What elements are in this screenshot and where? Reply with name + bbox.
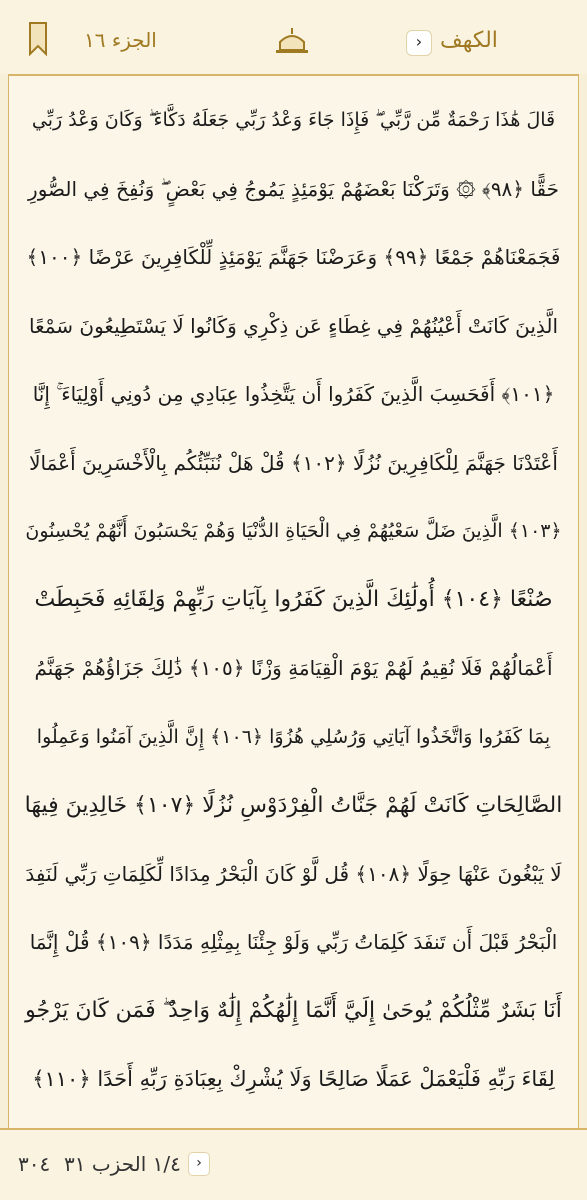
text-line: ﴿١٠١﴾ أَفَحَسِبَ الَّذِينَ كَفَرُوا أَن يَتَّخِذُوا عِبَادِي مِن دُونِي أَوْلِيَاءَ ۚ إِنَّا: [32, 382, 555, 407]
text-line: صُنْعًا ﴿١٠٤﴾ أُولَٰئِكَ الَّذِينَ كَفَرُوا بِآيَاتِ رَبِّهِمْ وَلِقَائِهِ فَحَبِطَتْ: [34, 587, 553, 613]
text-line: حَقًّا ﴿٩٨﴾ ۞ وَتَرَكْنَا بَعْضَهُمْ يَوْمَئِذٍ يَمُوجُ فِي بَعْضٍ ۖ وَنُفِخَ فِي الصُّورِ: [28, 176, 559, 201]
text-line: أَنَا بَشَرٌ مِّثْلُكُمْ يُوحَىٰ إِلَيَّ أَنَّمَا إِلَٰهُكُمْ إِلَٰهٌ وَاحِدٌ ۖ فَمَن كَانَ يَرْجُو: [25, 998, 562, 1024]
page-border-left: [0, 74, 9, 1130]
page-header: [0, 22, 587, 66]
text-line: ﴿١٠٣﴾ الَّذِينَ ضَلَّ سَعْيُهُمْ فِي الْحَيَاةِ الدُّنْيَا وَهُمْ يَحْسَبُونَ أَنَّهُمْ يُحْسِنُونَ: [25, 520, 562, 543]
hizb-label[interactable]: ١/٤ الحزب ٣١: [64, 1152, 181, 1176]
text-line: لِقَاءَ رَبِّهِ فَلْيَعْمَلْ عَمَلًا صَالِحًا وَلَا يُشْرِكْ بِعِبَادَةِ رَبِّهِ أَحَدًا ﴿١١٠﴾: [32, 1067, 555, 1092]
footer-chevron-icon[interactable]: ›: [188, 1152, 210, 1176]
text-line: الصَّالِحَاتِ كَانَتْ لَهُمْ جَنَّاتُ الْفِرْدَوْسِ نُزُلًا ﴿١٠٧﴾ خَالِدِينَ فِيهَا: [24, 792, 563, 818]
text-line: الَّذِينَ كَانَتْ أَعْيُنُهُمْ فِي غِطَاءٍ عَن ذِكْرِي وَكَانُوا لَا يَسْتَطِيعُونَ سَمْعًا: [28, 313, 559, 338]
back-chevron-icon[interactable]: ›: [406, 30, 432, 56]
mosque-icon[interactable]: [272, 26, 312, 54]
juz-label[interactable]: الجزء ١٦: [84, 28, 157, 52]
page-number: ٣٠٤: [18, 1152, 51, 1176]
quran-page-text: [22, 86, 565, 1114]
surah-name[interactable]: الكهف: [440, 28, 498, 53]
text-line: الْبَحْرُ قَبْلَ أَن تَنفَدَ كَلِمَاتُ رَبِّي وَلَوْ جِئْنَا بِمِثْلِهِ مَدَدًا ﴿١٠٩﴾ قُلْ إِنَّمَا: [29, 930, 558, 955]
page-border-right: [578, 74, 587, 1130]
text-line: فَجَمَعْنَاهُمْ جَمْعًا ﴿٩٩﴾ وَعَرَضْنَا جَهَنَّمَ يَوْمَئِذٍ لِّلْكَافِرِينَ عَرْضًا ﴿١٠٠﴾: [26, 245, 561, 270]
bookmark-icon[interactable]: [28, 22, 48, 56]
text-line: بِمَا كَفَرُوا وَاتَّخَذُوا آيَاتِي وَرُسُلِي هُزُوًا ﴿١٠٦﴾ إِنَّ الَّذِينَ آمَنُوا وَعَمِلُوا: [36, 725, 551, 748]
text-line: قَالَ هَٰذَا رَحْمَةٌ مِّن رَّبِّي ۖ فَإِذَا جَاءَ وَعْدُ رَبِّي جَعَلَهُ دَكَّاءَ ۖ وَكَانَ وَعْدُ رَبِّي: [31, 109, 556, 132]
text-line: أَعْتَدْنَا جَهَنَّمَ لِلْكَافِرِينَ نُزُلًا ﴿١٠٢﴾ قُلْ هَلْ نُنَبِّئُكُم بِالْأَخْسَرِينَ أَعْمَالًا: [29, 450, 558, 475]
page-footer: [0, 1146, 587, 1182]
text-line: أَعْمَالُهُمْ فَلَا نُقِيمُ لَهُمْ يَوْمَ الْقِيَامَةِ وَزْنًا ﴿١٠٥﴾ ذَٰلِكَ جَزَاؤُهُمْ جَهَنَّمُ: [34, 656, 553, 681]
text-line: لَا يَبْغُونَ عَنْهَا حِوَلًا ﴿١٠٨﴾ قُل لَّوْ كَانَ الْبَحْرُ مِدَادًا لِّكَلِمَاتِ رَبِّي لَنَفِدَ: [25, 861, 562, 886]
